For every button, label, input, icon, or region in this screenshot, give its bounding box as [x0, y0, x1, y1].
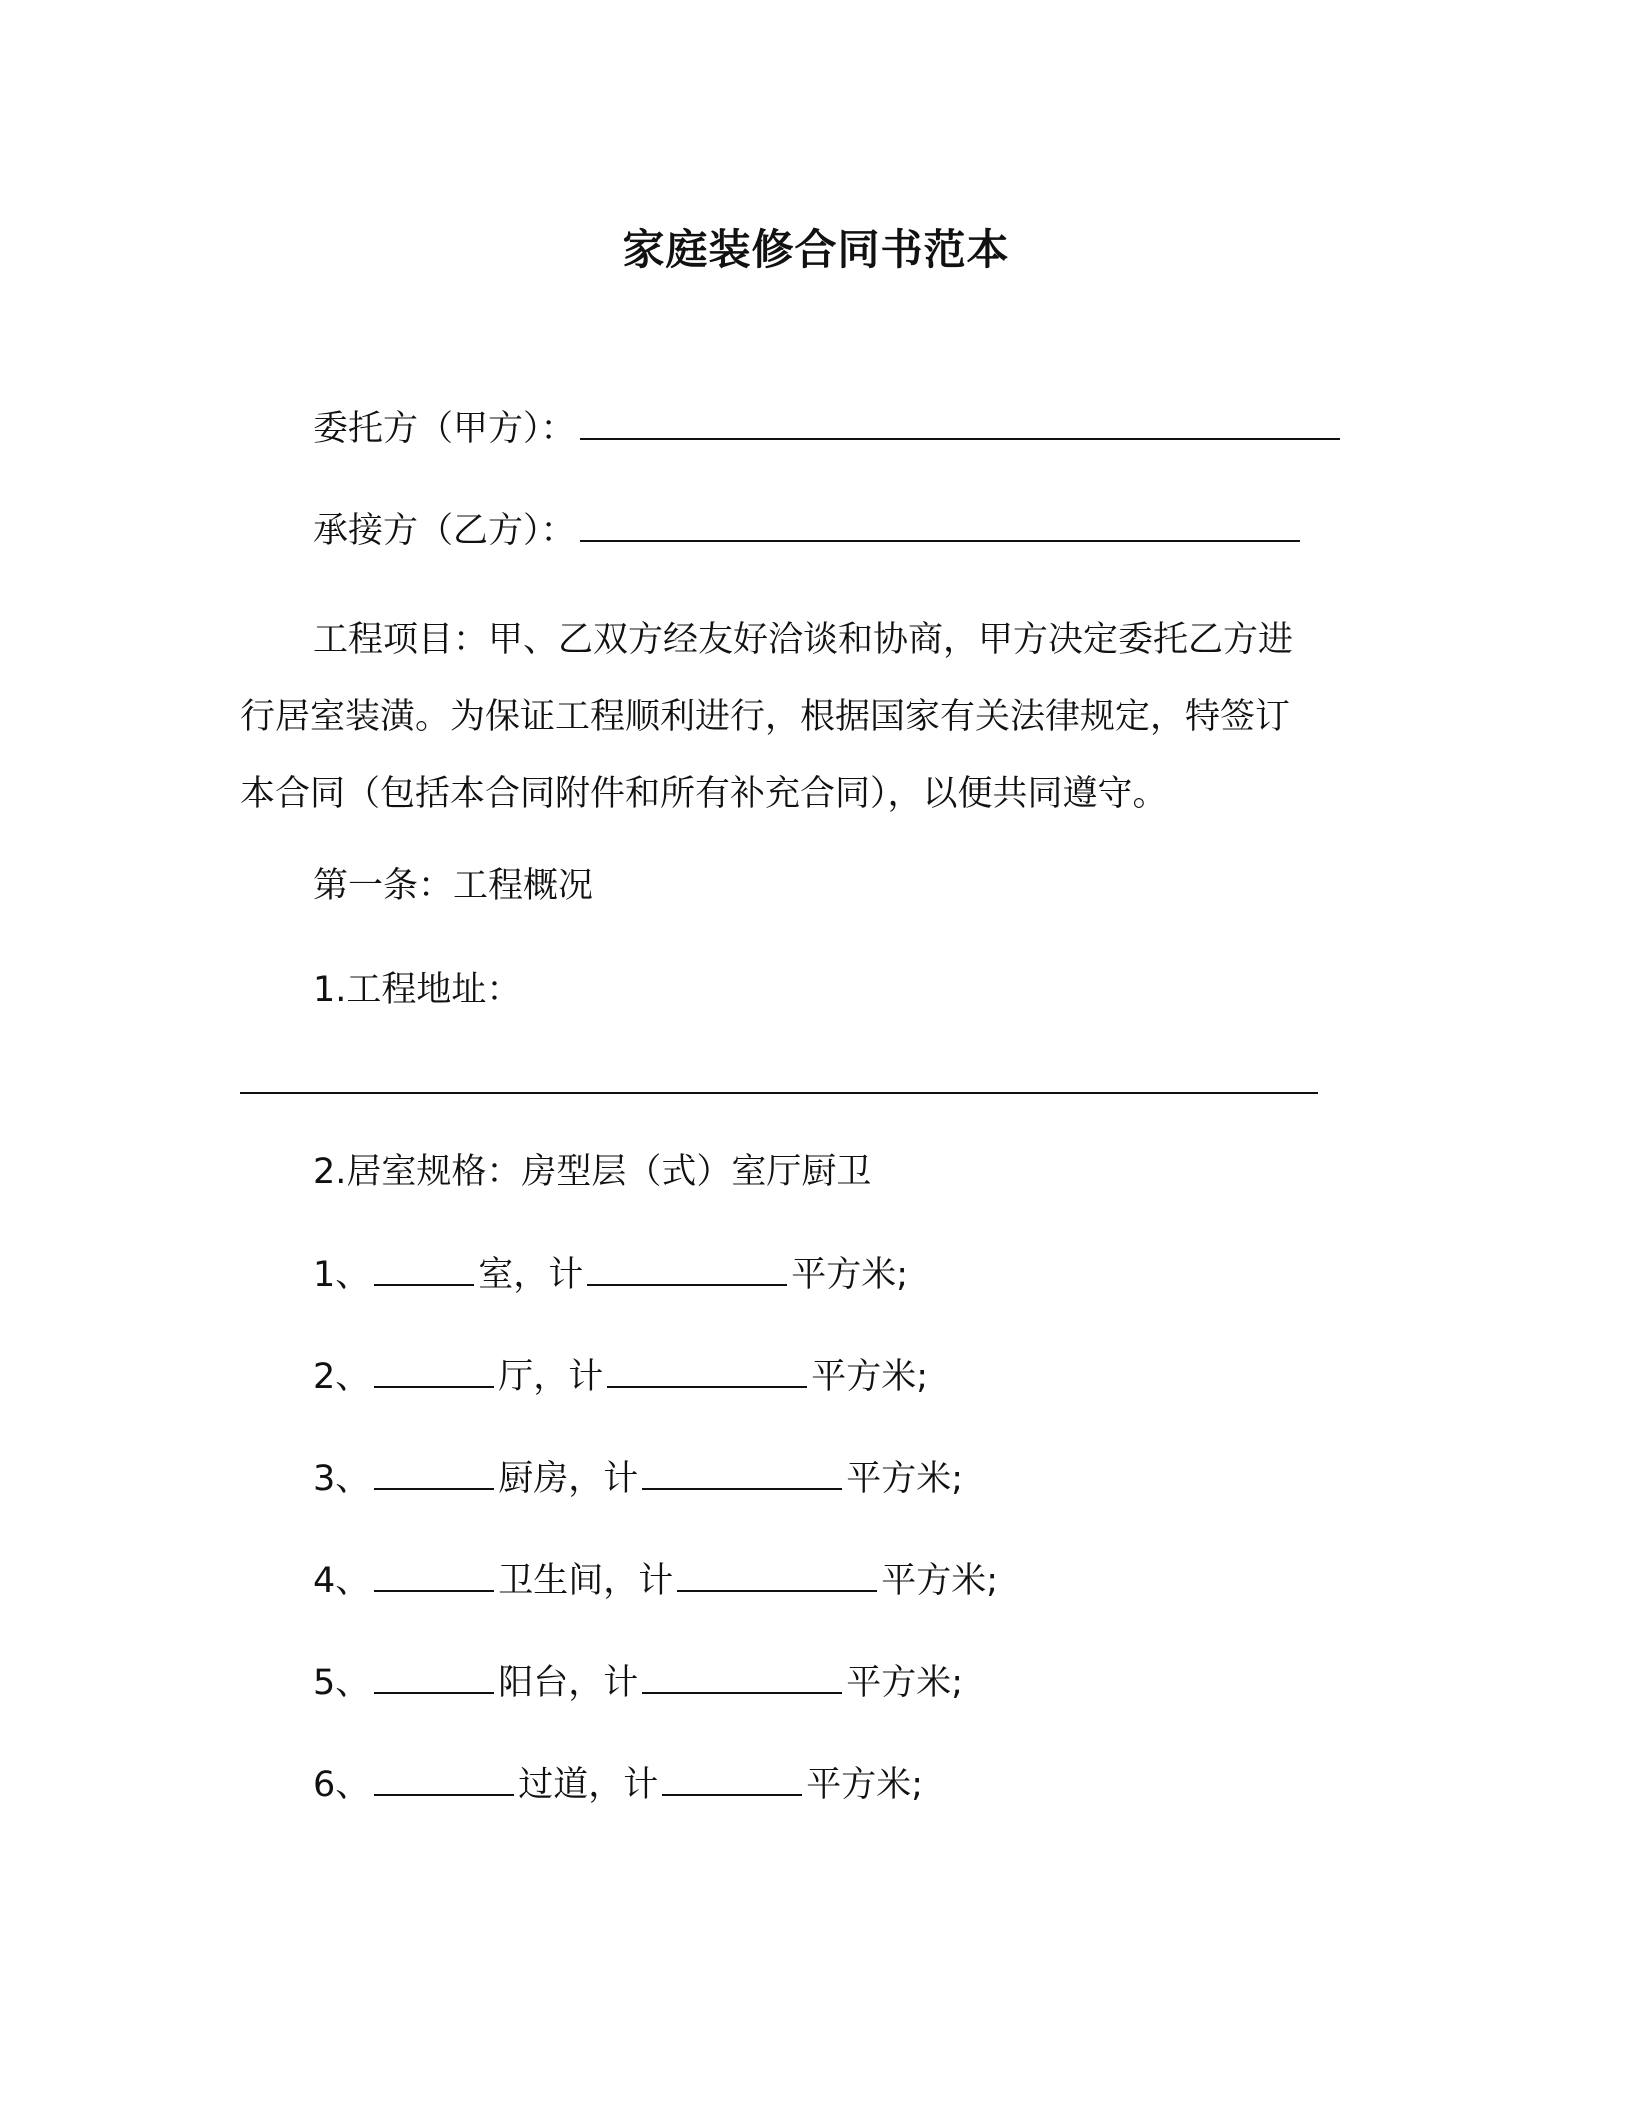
room-name: 卫生间，计: [498, 1561, 674, 1601]
room-count-blank[interactable]: [374, 1352, 494, 1388]
room-line-6: [313, 1760, 923, 1809]
room-unit: 平方米;: [846, 1459, 964, 1499]
room-line-2: [313, 1352, 928, 1401]
item-2-spec: 2.居室规格：房型层（式）室厅厨卫: [313, 1152, 872, 1192]
room-line-5: [313, 1658, 963, 1707]
room-count-blank[interactable]: [374, 1454, 494, 1490]
room-unit: 平方米;: [846, 1663, 964, 1703]
document-title: 家庭装修合同书范本: [622, 225, 1010, 274]
party-b-blank[interactable]: [580, 506, 1300, 542]
room-line-3: [313, 1454, 963, 1503]
room-count-blank[interactable]: [374, 1556, 494, 1592]
room-number: 4、: [313, 1561, 371, 1601]
room-line-1: [313, 1250, 908, 1299]
room-area-blank[interactable]: [677, 1556, 877, 1592]
paragraph-line: 本合同（包括本合同附件和所有补充合同），以便共同遵守。: [240, 774, 1168, 814]
room-area-blank[interactable]: [662, 1760, 802, 1796]
room-area-blank[interactable]: [642, 1658, 842, 1694]
room-name: 室，计: [478, 1255, 584, 1295]
room-unit: 平方米;: [811, 1357, 929, 1397]
address-blank-line: [240, 1058, 1318, 1107]
room-unit: 平方米;: [881, 1561, 999, 1601]
paragraph-line: 工程项目：甲、乙双方经友好洽谈和协商，甲方决定委托乙方进: [313, 620, 1294, 660]
project-paragraph: [240, 602, 1370, 833]
room-area-blank[interactable]: [642, 1454, 842, 1490]
room-number: 6、: [313, 1765, 371, 1805]
article-1-heading: 第一条：工程概况: [313, 866, 594, 906]
room-area-blank[interactable]: [607, 1352, 807, 1388]
room-unit: 平方米;: [791, 1255, 909, 1295]
room-name: 过道，计: [518, 1765, 659, 1805]
address-blank[interactable]: [240, 1058, 1318, 1094]
room-name: 厨房，计: [498, 1459, 639, 1499]
room-count-blank[interactable]: [374, 1760, 514, 1796]
party-a-blank[interactable]: [580, 404, 1340, 440]
room-unit: 平方米;: [806, 1765, 924, 1805]
party-b-label: 承接方（乙方）：: [313, 511, 576, 551]
party-a-label: 委托方（甲方）：: [313, 409, 576, 449]
room-name: 阳台，计: [498, 1663, 639, 1703]
room-count-blank[interactable]: [374, 1250, 474, 1286]
room-area-blank[interactable]: [587, 1250, 787, 1286]
room-number: 3、: [313, 1459, 371, 1499]
room-name: 厅，计: [498, 1357, 604, 1397]
room-number: 2、: [313, 1357, 371, 1397]
room-number: 1、: [313, 1255, 371, 1295]
room-number: 5、: [313, 1663, 371, 1703]
party-a-line: [313, 404, 1344, 453]
paragraph-line: 行居室装潢。为保证工程顺利进行，根据国家有关法律规定，特签订: [240, 697, 1291, 737]
item-1-address: 1.工程地址：: [313, 970, 522, 1010]
party-b-line: [313, 506, 1304, 555]
room-count-blank[interactable]: [374, 1658, 494, 1694]
room-line-4: [313, 1556, 998, 1605]
